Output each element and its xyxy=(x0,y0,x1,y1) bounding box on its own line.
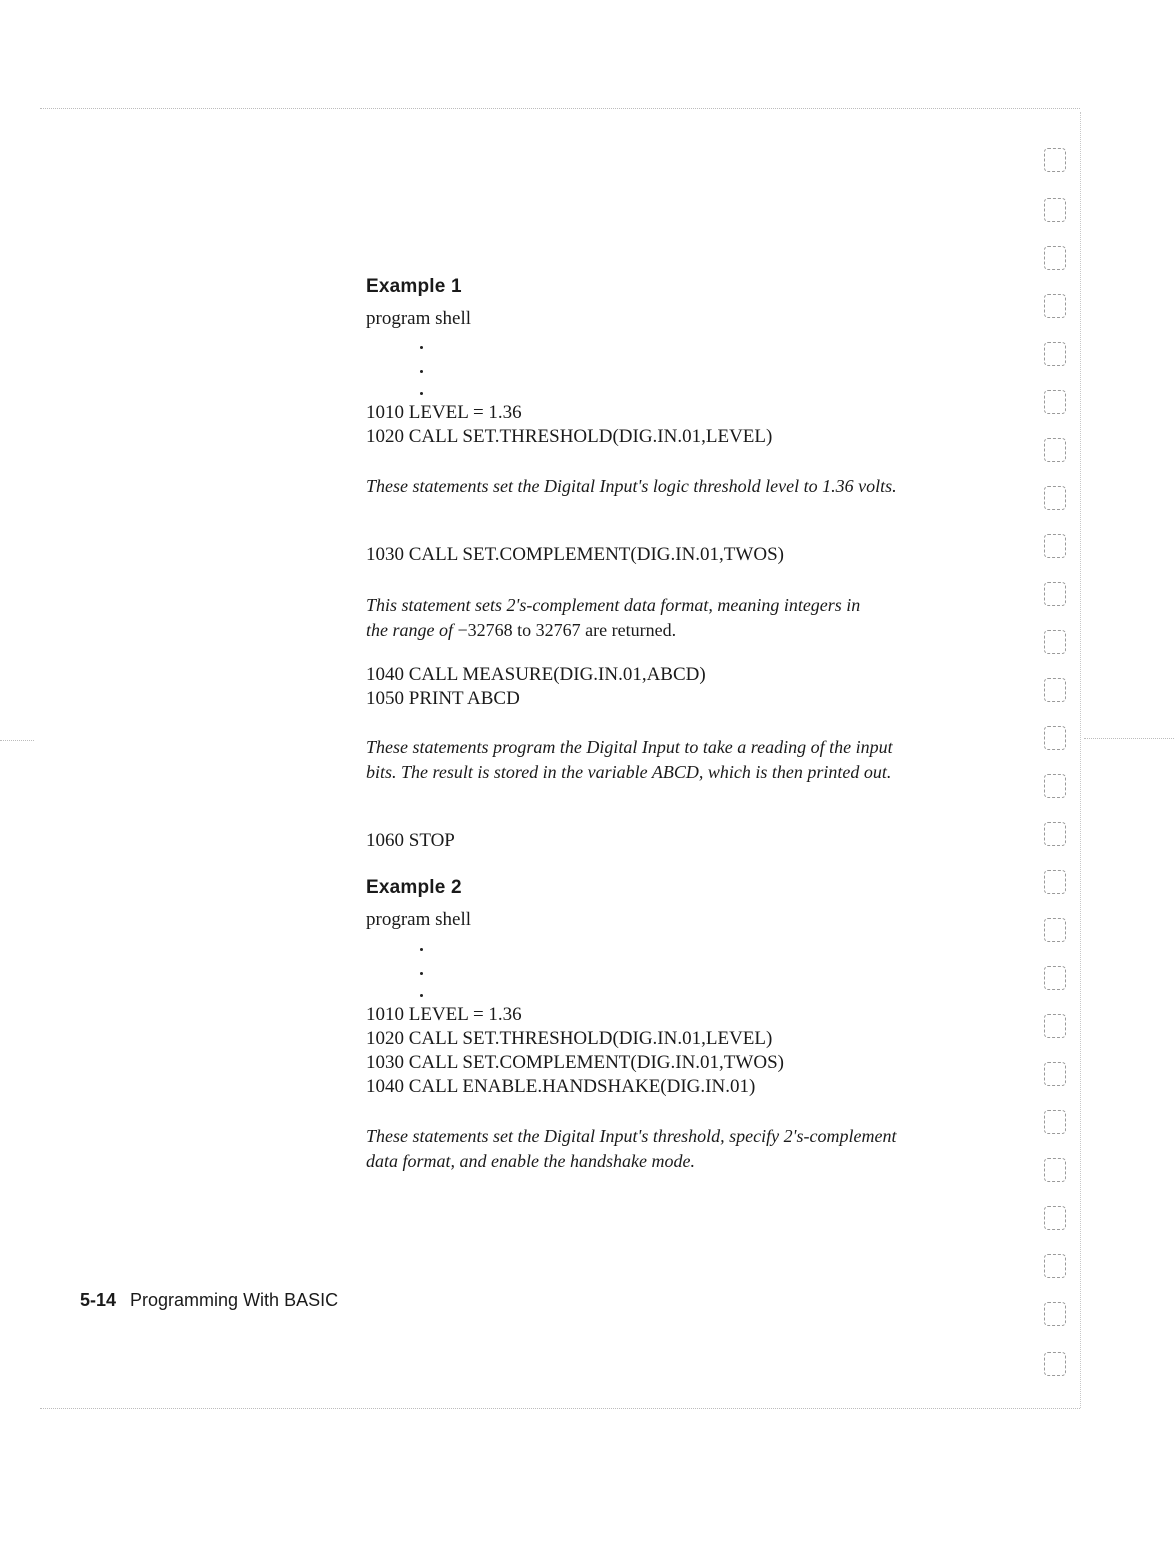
binder-hole-icon xyxy=(1044,1302,1066,1326)
example-2-note: These statements set the Digital Input's threshold, specify 2's-complement data format, and enable the handshake mode. xyxy=(366,1126,897,1171)
code-line: 1060 STOP xyxy=(366,830,455,851)
binder-hole-icon xyxy=(1044,294,1066,318)
binder-hole-icon xyxy=(1044,870,1066,894)
binder-hole-icon xyxy=(1044,582,1066,606)
binder-hole-icon xyxy=(1044,486,1066,510)
example-1-note-c: These statements program the Digital Input to take a reading of the input bits. The result is stored in the variable ABCD, which is then printed out. xyxy=(366,737,893,782)
binder-hole-icon xyxy=(1044,246,1066,270)
example-1-note-b xyxy=(366,593,866,642)
binder-hole-icon xyxy=(1044,630,1066,654)
ellipsis-dot xyxy=(420,392,423,395)
example-2-heading: Example 2 xyxy=(366,877,462,898)
binder-hole-icon xyxy=(1044,534,1066,558)
binder-hole-icon xyxy=(1044,774,1066,798)
right-side-dotted-mark xyxy=(1084,738,1174,739)
ellipsis-dot xyxy=(420,972,423,975)
page-footer xyxy=(80,1290,338,1311)
code-line: 1040 CALL MEASURE(DIG.IN.01,ABCD) xyxy=(366,664,706,685)
binder-hole-icon xyxy=(1044,1352,1066,1376)
code-line: 1050 PRINT ABCD xyxy=(366,688,520,709)
left-side-dotted-mark xyxy=(0,740,34,741)
binder-hole-icon xyxy=(1044,678,1066,702)
section-title: Programming With BASIC xyxy=(130,1290,339,1310)
note-b-italic: This statement sets 2's-complement data format, meaning integers in the range of xyxy=(366,595,861,640)
binder-hole-icon xyxy=(1044,1206,1066,1230)
binder-hole-icon xyxy=(1044,1062,1066,1086)
example-1-shell-label: program shell xyxy=(366,308,472,329)
ellipsis-dot xyxy=(420,346,423,349)
code-line: 1020 CALL SET.THRESHOLD(DIG.IN.01,LEVEL) xyxy=(366,426,773,447)
ellipsis-dot xyxy=(420,370,423,373)
binder-hole-icon xyxy=(1044,438,1066,462)
binder-hole-icon xyxy=(1044,966,1066,990)
binder-hole-icon xyxy=(1044,148,1066,172)
ellipsis-dot xyxy=(420,948,423,951)
code-line: 1010 LEVEL = 1.36 xyxy=(366,1004,522,1025)
top-dotted-margin xyxy=(40,108,1080,109)
note-b-plain: −32768 to 32767 are returned. xyxy=(453,619,677,640)
binder-hole-icon xyxy=(1044,726,1066,750)
page-number: 5-14 xyxy=(80,1290,117,1310)
bottom-dotted-margin xyxy=(40,1408,1080,1409)
binder-hole-icon xyxy=(1044,198,1066,222)
binder-hole-icon xyxy=(1044,1158,1066,1182)
binder-hole-icon xyxy=(1044,342,1066,366)
code-line: 1030 CALL SET.COMPLEMENT(DIG.IN.01,TWOS) xyxy=(366,544,784,565)
binder-hole-icon xyxy=(1044,1110,1066,1134)
binder-hole-icon xyxy=(1044,390,1066,414)
code-line: 1040 CALL ENABLE.HANDSHAKE(DIG.IN.01) xyxy=(366,1076,756,1097)
binder-hole-icon xyxy=(1044,918,1066,942)
example-1-note-a: These statements set the Digital Input's logic threshold level to 1.36 volts. xyxy=(366,476,897,496)
code-line: 1010 LEVEL = 1.36 xyxy=(366,402,522,423)
example-2-shell-label: program shell xyxy=(366,909,472,930)
binder-hole-icon xyxy=(1044,1254,1066,1278)
right-dotted-margin xyxy=(1080,112,1081,1408)
code-line: 1030 CALL SET.COMPLEMENT(DIG.IN.01,TWOS) xyxy=(366,1052,784,1073)
code-line: 1020 CALL SET.THRESHOLD(DIG.IN.01,LEVEL) xyxy=(366,1028,773,1049)
binder-hole-icon xyxy=(1044,1014,1066,1038)
example-1-heading: Example 1 xyxy=(366,276,462,297)
ellipsis-dot xyxy=(420,994,423,997)
binder-hole-icon xyxy=(1044,822,1066,846)
